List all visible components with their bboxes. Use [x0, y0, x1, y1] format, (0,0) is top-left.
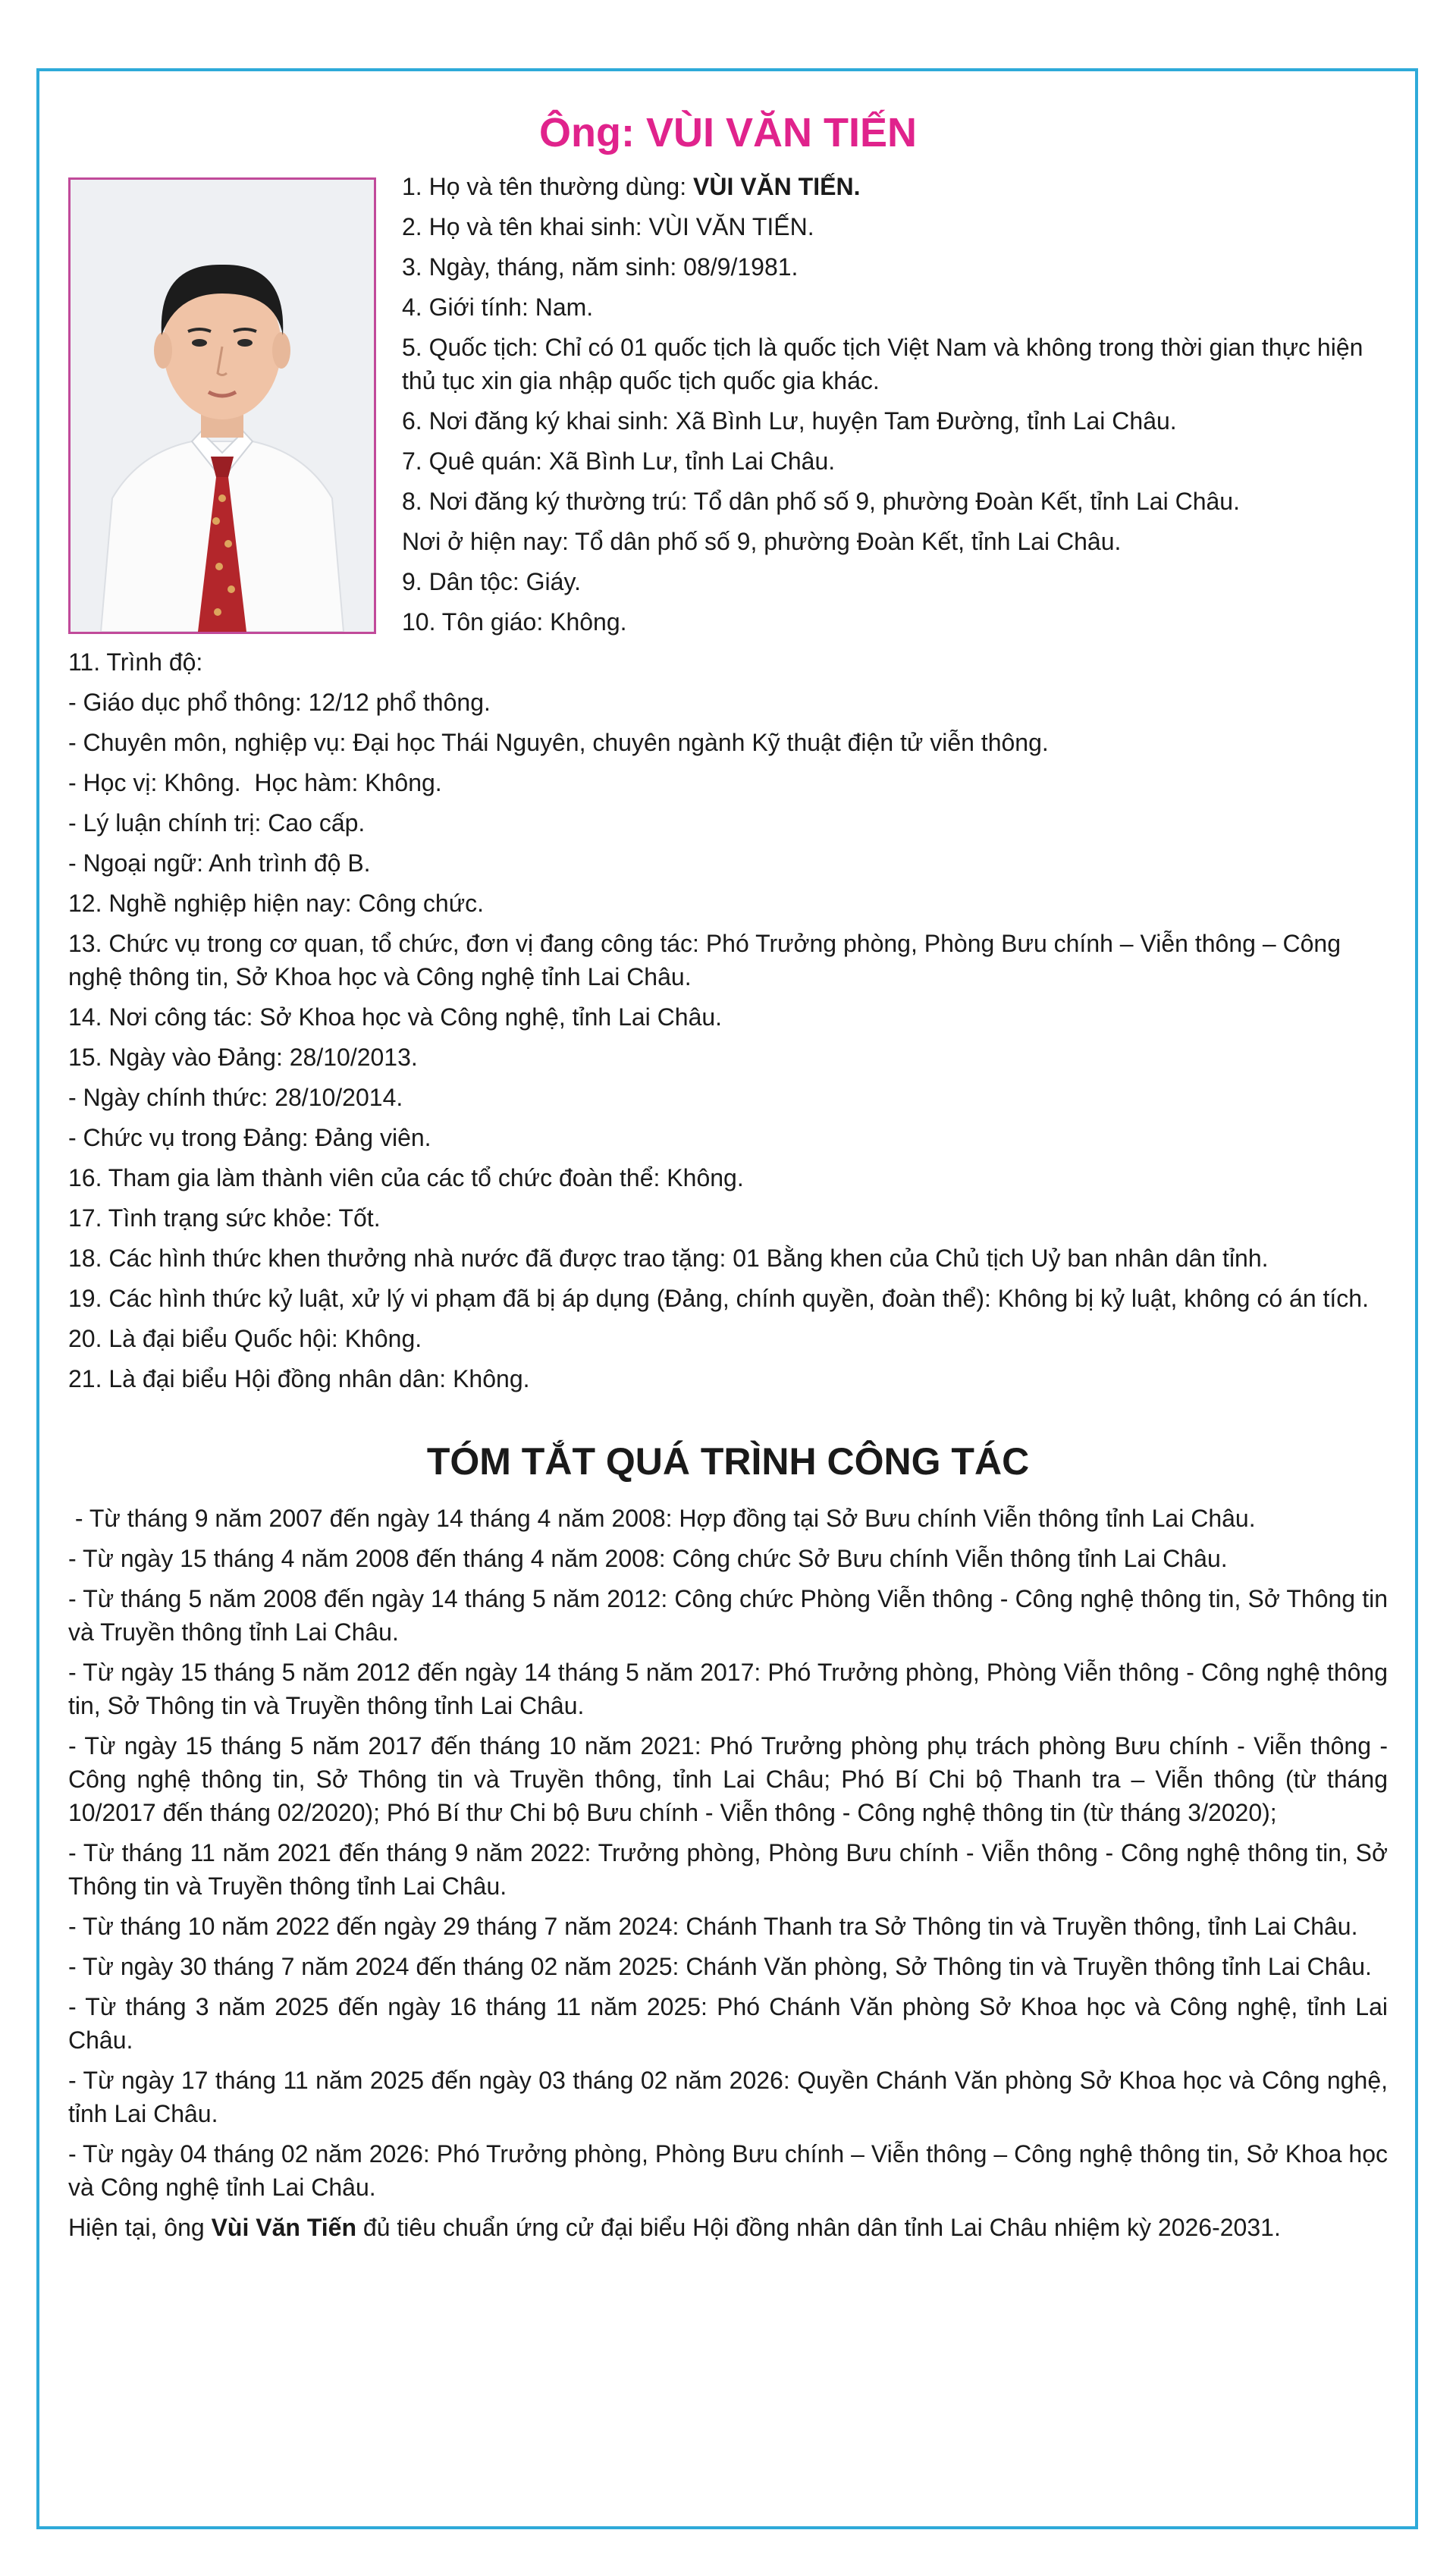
candidate-profile	[68, 106, 1388, 2251]
field-specialization: - Chuyên môn, nghiệp vụ: Đại học Thái Nguyên, chuyên ngành Kỹ thuật điện tử viễn thông.	[68, 729, 1049, 756]
field-nationality: 5. Quốc tịch: Chỉ có 01 quốc tịch là quốc tịch Việt Nam và không trong thời gian thực hiện thủ tục xin gia nhập quốc tịch quốc gia khác.	[402, 334, 1363, 394]
field-awards: 18. Các hình thức khen thưởng nhà nước đã được trao tặng: 01 Bằng khen của Chủ tịch Uỷ ban nhân dân tỉnh.	[68, 1245, 1269, 1272]
field-hometown: 7. Quê quán: Xã Bình Lư, tỉnh Lai Châu.	[402, 447, 836, 475]
field-general-education: - Giáo dục phổ thông: 12/12 phổ thông.	[68, 689, 491, 716]
field-birth-name: 2. Họ và tên khai sinh: VÙI VĂN TIẾN.	[402, 213, 814, 240]
field-date-of-birth: 3. Ngày, tháng, năm sinh: 08/9/1981.	[402, 253, 799, 281]
portrait-illustration	[71, 180, 374, 632]
portrait-photo	[68, 177, 376, 634]
field-occupation: 12. Nghề nghiệp hiện nay: Công chức.	[68, 890, 485, 917]
candidate-name: VÙI VĂN TIẾN.	[692, 173, 861, 200]
field-party-position: - Chức vụ trong Đảng: Đảng viên.	[68, 1124, 431, 1151]
work-history-item: - Từ tháng 9 năm 2007 đến ngày 14 tháng 4 năm 2008: Hợp đồng tại Sở Bưu chính Viễn thông tỉnh Lai Châu.	[68, 1505, 1256, 1532]
field-religion: 10. Tôn giáo: Không.	[402, 608, 627, 636]
field-label: 1. Họ và tên thường dùng:	[402, 173, 693, 200]
work-history-item: - Từ ngày 04 tháng 02 năm 2026: Phó Trưởng phòng, Phòng Bưu chính – Viễn thông – Công nghệ thông tin, Sở Khoa học và Công nghệ tỉnh Lai Châu.	[68, 2140, 1388, 2201]
conclusion-name: Vùi Văn Tiến	[211, 2214, 357, 2241]
work-history-item: - Từ tháng 10 năm 2022 đến ngày 29 tháng 7 năm 2024: Chánh Thanh tra Sở Thông tin và Truyền thông, tỉnh Lai Châu.	[68, 1913, 1358, 1940]
field-organizations: 16. Tham gia làm thành viên của các tổ chức đoàn thể: Không.	[68, 1164, 744, 1191]
field-degree: - Học vị: Không. Học hàm: Không.	[68, 769, 442, 796]
field-health: 17. Tình trạng sức khỏe: Tốt.	[68, 1204, 381, 1232]
conclusion-suffix: đủ tiêu chuẩn ứng cử đại biểu Hội đồng nhân dân tỉnh Lai Châu nhiệm kỳ 2026-2031.	[356, 2214, 1281, 2241]
field-education-heading: 11. Trình độ:	[68, 648, 203, 676]
field-peoples-council: 21. Là đại biểu Hội đồng nhân dân: Không.	[68, 1365, 530, 1392]
work-history-item: - Từ ngày 15 tháng 5 năm 2017 đến tháng 10 năm 2021: Phó Trưởng phòng phụ trách phòng Bưu chính - Viễn thông - Công nghệ thông tin, Sở Thông tin và Truyền thông, tỉnh Lai Châu; Phó Bí Chi bộ Thanh tra – Viễn thông (từ tháng 10/2017 đến tháng 02/2020); Phó Bí thư Chi bộ Bưu chính - Viễn thông - Công nghệ thông tin (từ tháng 3/2020);	[68, 1732, 1388, 1826]
field-birth-registration: 6. Nơi đăng ký khai sinh: Xã Bình Lư, huyện Tam Đường, tỉnh Lai Châu.	[402, 407, 1177, 435]
field-workplace: 14. Nơi công tác: Sở Khoa học và Công nghệ, tỉnh Lai Châu.	[68, 1003, 723, 1031]
field-position: 13. Chức vụ trong cơ quan, tổ chức, đơn vị đang công tác: Phó Trưởng phòng, Phòng Bưu chính – Viễn thông – Công nghệ thông tin, Sở Khoa học và Công nghệ tỉnh Lai Châu.	[68, 930, 1341, 990]
work-history-title: TÓM TẮT QUÁ TRÌNH CÔNG TÁC	[426, 1440, 1030, 1483]
conclusion-statement	[68, 2211, 1388, 2244]
field-party-join-date: 15. Ngày vào Đảng: 28/10/2013.	[68, 1044, 418, 1071]
field-permanent-residence: 8. Nơi đăng ký thường trú: Tổ dân phố số 9, phường Đoàn Kết, tỉnh Lai Châu.	[402, 488, 1240, 515]
work-history-item: - Từ tháng 3 năm 2025 đến ngày 16 tháng 11 năm 2025: Phó Chánh Văn phòng Sở Khoa học và Công nghệ, tỉnh Lai Châu.	[68, 1993, 1388, 2054]
work-history-item: - Từ ngày 15 tháng 4 năm 2008 đến tháng 4 năm 2008: Công chức Sở Bưu chính Viễn thông tỉnh Lai Châu.	[68, 1545, 1228, 1572]
work-history-item: - Từ tháng 11 năm 2021 đến tháng 9 năm 2022: Trưởng phòng, Phòng Bưu chính - Viễn thông - Công nghệ thông tin, Sở Thông tin và Truyền thông tỉnh Lai Châu.	[68, 1839, 1388, 1900]
field-national-assembly: 20. Là đại biểu Quốc hội: Không.	[68, 1325, 422, 1352]
work-history-item: - Từ ngày 30 tháng 7 năm 2024 đến tháng 02 năm 2025: Chánh Văn phòng, Sở Thông tin và Truyền thông tỉnh Lai Châu.	[68, 1953, 1372, 1980]
field-political-theory: - Lý luận chính trị: Cao cấp.	[68, 809, 366, 837]
work-history-item: - Từ ngày 15 tháng 5 năm 2012 đến ngày 14 tháng 5 năm 2017: Phó Trưởng phòng, Phòng Viễn thông - Công nghệ thông tin, Sở Thông tin và Truyền thông tỉnh Lai Châu.	[68, 1659, 1388, 1719]
field-foreign-language: - Ngoại ngữ: Anh trình độ B.	[68, 849, 371, 877]
field-discipline: 19. Các hình thức kỷ luật, xử lý vi phạm đã bị áp dụng (Đảng, chính quyền, đoàn thể): Không bị kỷ luật, không có án tích.	[68, 1285, 1369, 1312]
page-title: Ông: VÙI VĂN TIẾN	[539, 110, 917, 155]
field-gender: 4. Giới tính: Nam.	[402, 294, 594, 321]
field-party-official-date: - Ngày chính thức: 28/10/2014.	[68, 1084, 403, 1111]
field-ethnicity: 9. Dân tộc: Giáy.	[402, 568, 581, 595]
field-current-residence: Nơi ở hiện nay: Tổ dân phố số 9, phường Đoàn Kết, tỉnh Lai Châu.	[402, 528, 1122, 555]
work-history-item: - Từ ngày 17 tháng 11 năm 2025 đến ngày 03 tháng 02 năm 2026: Quyền Chánh Văn phòng Sở Khoa học và Công nghệ, tỉnh Lai Châu.	[68, 2067, 1388, 2127]
conclusion-prefix: Hiện tại, ông	[68, 2214, 212, 2241]
work-history-item: - Từ tháng 5 năm 2008 đến ngày 14 tháng 5 năm 2012: Công chức Phòng Viễn thông - Công nghệ thông tin, Sở Thông tin và Truyền thông tỉnh Lai Châu.	[68, 1585, 1388, 1646]
